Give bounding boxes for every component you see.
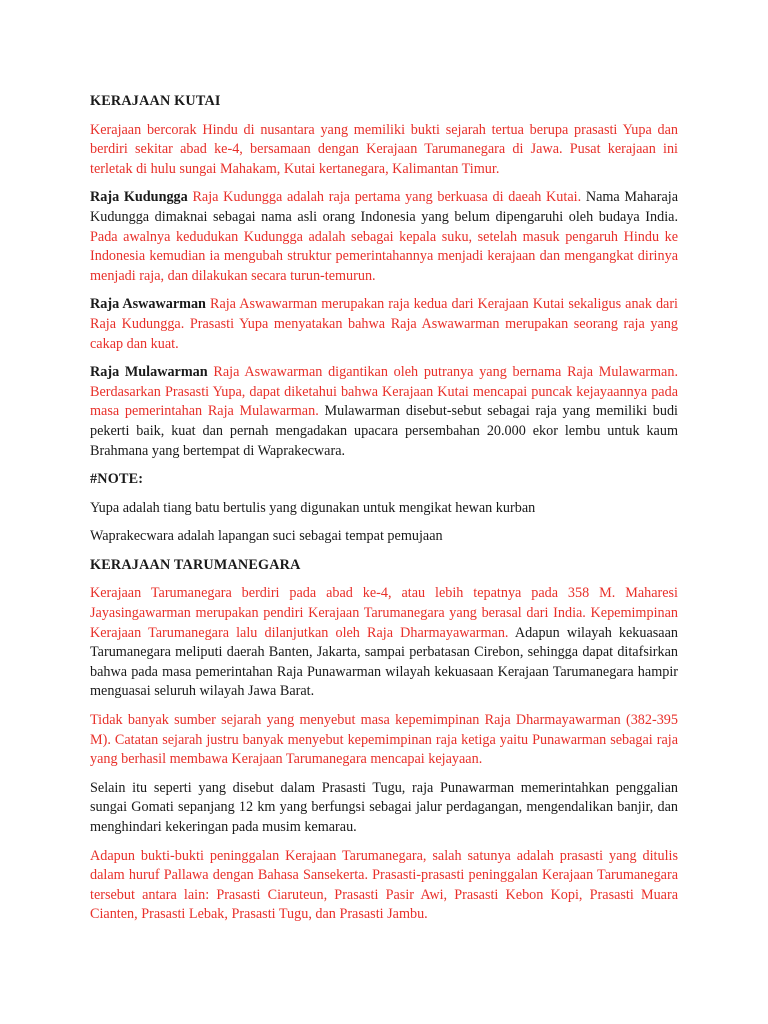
kudungga-text-red-1: Raja Kudungga adalah raja pertama yang berkuasa di daeah Kutai. (187, 189, 582, 206)
mulawarman-paragraph (90, 363, 678, 461)
tarumanegara-heading: KERAJAAN TARUMANEGARA (90, 556, 301, 573)
taruma-p1-red: Kerajaan Tarumanegara berdiri pada abad ke-4, atau lebih tepatnya pada 358 M. Maharesi Jayasingawarman merupakan pendiri Kerajaan Tarumanegara yang berasal dari India. Kepemimpinan Kerajaan Tarumanegara lalu dilanjutkan oleh Raja Dharmayawarman. (90, 585, 678, 641)
kudungga-text-red-2: Pada awalnya kedudukan Kudungga adalah sebagai kepala suku, setelah masuk pengaruh Hindu ke Indonesia kemudian ia mengubah struktur pemerintahannya menjadi kerajaan dan mengangkat dirinya menjadi raja, dan dilakukan secara turun-temurun. (90, 228, 678, 284)
kutai-intro-paragraph: Kerajaan bercorak Hindu di nusantara yang memiliki bukti sejarah tertua berupa prasasti Yupa dan berdiri sekitar abad ke-4, bersamaan dengan Kerajaan Tarumanegara di Jawa. Pusat kerajaan ini terletak di hulu sungai Mahakam, Kutai kertanegara, Kalimantan Timur. (90, 121, 678, 177)
mulawarman-text-black-1: Mulawarman disebut-sebut sebagai raja yang memiliki budi pekerti baik, kuat dan pernah mengadakan upacara persembahan 20.000 ekor lembu untuk kaum Brahmana yang bertempat di Waprakecwara. (90, 403, 678, 459)
kudungga-paragraph (90, 188, 678, 286)
taruma-paragraph-2: Tidak banyak sumber sejarah yang menyebut masa kepemimpinan Raja Dharmayawarman (382-395 M). Catatan sejarah justru banyak menyebut kepemimpinan raja ketiga yaitu Punawarman sebagai raja yang berhasil membawa Kerajaan Tarumanegara mencapai kejayaan. (90, 712, 678, 768)
taruma-paragraph-1 (90, 584, 678, 702)
kudungga-name: Raja Kudungga (90, 189, 188, 206)
kudungga-text-black-1: Nama Maharaja Kudungga dimaknai sebagai nama asli orang Indonesia yang belum dipengaruhi oleh budaya India. (90, 189, 678, 225)
note-yupa: Yupa adalah tiang batu bertulis yang digunakan untuk mengikat hewan kurban (90, 499, 536, 516)
note-heading: #NOTE: (90, 471, 144, 488)
aswawarman-paragraph (90, 295, 678, 354)
taruma-p1-black: Adapun wilayah kekuasaan Tarumanegara meliputi daerah Banten, Jakarta, sampai perbatasan Cirebon, sehingga dapat ditafsirkan bahwa pada masa pemerintahan Raja Punawarman wilayah kekuasaan Kerajaan Tarumanegara hampir menguasai seluruh wilayah Jawa Barat. (90, 624, 678, 700)
taruma-paragraph-3: Selain itu seperti yang disebut dalam Prasasti Tugu, raja Punawarman memerintahkan penggalian sungai Gomati sepanjang 12 km yang berfungsi sebagai jalur perdagangan, mengendalikan banjir, dan menghindari kekeringan pada musim kemarau. (90, 779, 678, 835)
mulawarman-text-red-1: Raja Aswawarman digantikan oleh putranya yang bernama Raja Mulawarman. Berdasarkan Prasasti Yupa, dapat diketahui bahwa Kerajaan Kutai mencapai puncak kejayaannya pada masa pemerintahan Raja Mulawarman. (90, 364, 678, 420)
taruma-paragraph-4: Adapun bukti-bukti peninggalan Kerajaan Tarumanegara, salah satunya adalah prasasti yang ditulis dalam huruf Pallawa dengan Bahasa Sansekerta. Prasasti-prasasti peninggalan Kerajaan Tarumanegara tersebut antara lain: Prasasti Ciaruteun, Prasasti Pasir Awi, Prasasti Kebon Kopi, Prasasti Muara Cianten, Prasasti Lebak, Prasasti Tugu, dan Prasasti Jambu. (90, 847, 678, 923)
note-waprakecwara: Waprakecwara adalah lapangan suci sebagai tempat pemujaan (90, 528, 443, 545)
mulawarman-name: Raja Mulawarman (90, 364, 208, 381)
aswawarman-name: Raja Aswawarman (90, 296, 206, 313)
kutai-heading: KERAJAAN KUTAI (90, 93, 221, 109)
aswawarman-text-red-1: Raja Aswawarman merupakan raja kedua dari Kerajaan Kutai sekaligus anak dari Raja Kudungga. Prasasti Yupa menyatakan bahwa Raja Aswawarman merupakan seorang raja yang cakap dan kuat. (90, 296, 679, 352)
